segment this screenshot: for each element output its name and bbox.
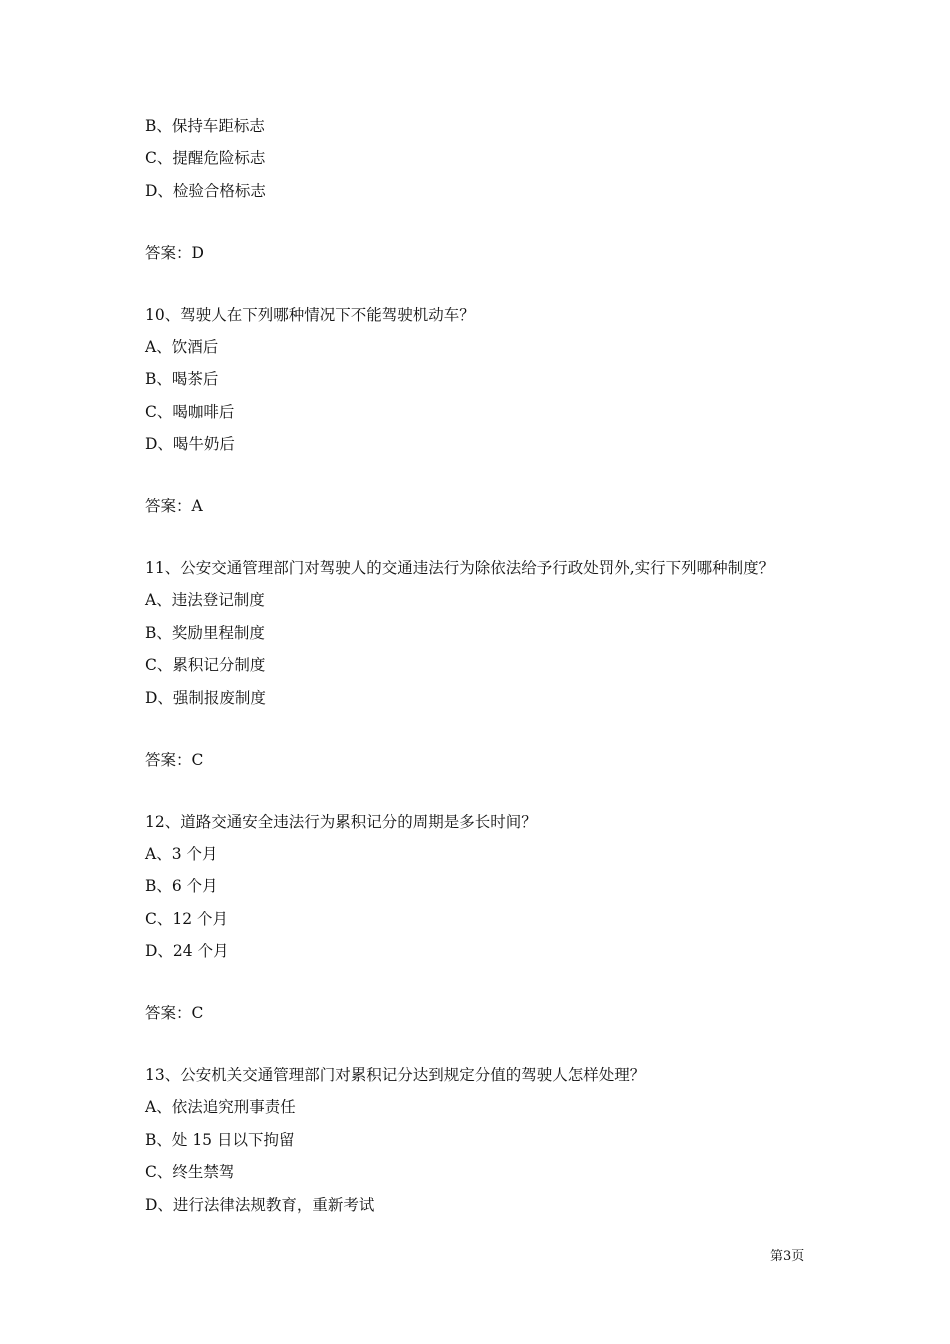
option-line: A、饮酒后 (145, 338, 219, 356)
question-line: 12、道路交通安全违法行为累积记分的周期是多长时间？ (145, 813, 537, 831)
option-line: B、6 个月 (145, 877, 218, 895)
question-line: 11、公安交通管理部门对驾驶人的交通违法行为除依法给予行政处罚外,实行下列哪种制度？ (145, 559, 775, 577)
option-line: C、12 个月 (145, 910, 229, 928)
option-line: B、处 15 日以下拘留 (145, 1131, 295, 1149)
option-line: C、终生禁驾 (145, 1163, 235, 1181)
option-line: D、检验合格标志 (145, 182, 266, 200)
option-line: D、强制报废制度 (145, 689, 266, 707)
option-line: A、3 个月 (145, 845, 218, 863)
option-line: B、喝茶后 (145, 370, 219, 388)
page-number: 第3页 (770, 1249, 805, 1264)
option-line: C、提醒危险标志 (145, 149, 266, 167)
option-line: D、24 个月 (145, 942, 229, 960)
option-line: B、保持车距标志 (145, 117, 265, 135)
option-line: B、奖励里程制度 (145, 624, 265, 642)
answer-line: 答案：D (145, 244, 204, 262)
option-line: D、喝牛奶后 (145, 435, 235, 453)
answer-line: 答案：A (145, 497, 203, 515)
answer-line: 答案：C (145, 751, 204, 769)
option-line: A、违法登记制度 (145, 591, 265, 609)
answer-line: 答案：C (145, 1004, 204, 1022)
option-line: C、累积记分制度 (145, 656, 266, 674)
option-line: A、依法追究刑事责任 (145, 1098, 296, 1116)
option-line: D、进行法律法规教育，重新考试 (145, 1196, 375, 1214)
option-line: C、喝咖啡后 (145, 403, 235, 421)
question-line: 13、公安机关交通管理部门对累积记分达到规定分值的驾驶人怎样处理？ (145, 1066, 646, 1084)
question-line: 10、驾驶人在下列哪种情况下不能驾驶机动车？ (145, 306, 475, 324)
